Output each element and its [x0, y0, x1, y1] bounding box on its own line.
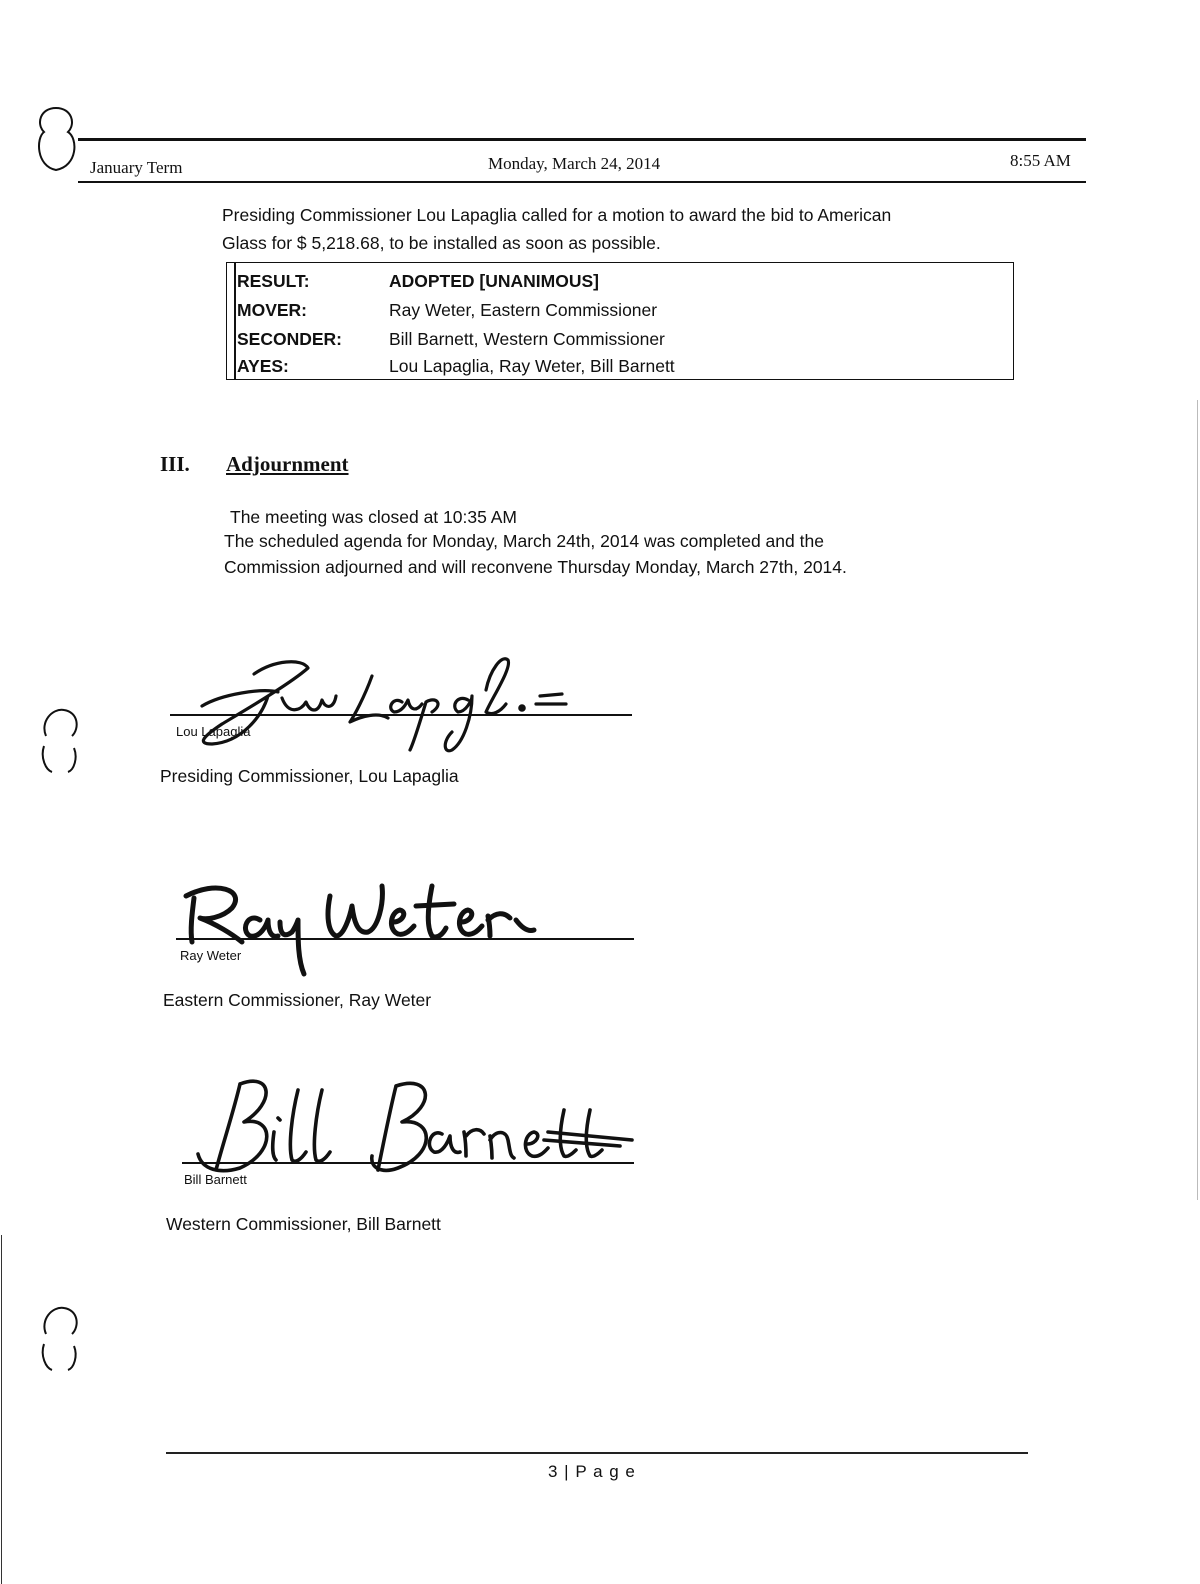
footer-page-number: 3 | P a g e — [548, 1462, 636, 1481]
vote-label-result: RESULT: — [237, 271, 310, 291]
signature-caption-1: Lou Lapaglia — [176, 724, 251, 739]
scan-edge-right — [1197, 400, 1198, 1200]
vote-value-seconder: Bill Barnett, Western Commissioner — [389, 329, 665, 349]
header-time: 8:55 AM — [1010, 151, 1071, 170]
punch-hole-middle — [38, 706, 82, 776]
section-number: III. — [160, 452, 190, 476]
header-rule-bottom — [78, 181, 1086, 183]
signature-line-2 — [176, 938, 634, 940]
vote-value-mover: Ray Weter, Eastern Commissioner — [389, 300, 658, 320]
motion-paragraph — [222, 201, 1022, 257]
vote-box-inner-rule — [234, 263, 236, 379]
signature-title-3: Western Commissioner, Bill Barnett — [166, 1214, 441, 1234]
punch-hole-top — [34, 104, 78, 174]
header-date: Monday, March 24, 2014 — [488, 154, 661, 173]
header-rule-top — [78, 138, 1086, 141]
signature-title-2: Eastern Commissioner, Ray Weter — [163, 990, 432, 1010]
adjournment-line-1: The meeting was closed at 10:35 AM — [230, 507, 517, 527]
section-title: Adjournment — [226, 452, 349, 476]
vote-label-ayes: AYES: — [237, 356, 289, 376]
punch-hole-bottom — [38, 1304, 82, 1374]
signature-lou-lapaglia — [182, 646, 602, 764]
header-term: January Term — [90, 158, 183, 177]
signature-line-1 — [170, 714, 632, 716]
signature-ray-weter — [176, 856, 576, 984]
adjournment-line-3: Commission adjourned and will reconvene Thursday Monday, March 27th, 2014. — [224, 557, 847, 577]
vote-label-mover: MOVER: — [237, 300, 307, 320]
signature-bill-barnett — [180, 1070, 640, 1180]
signature-title-1: Presiding Commissioner, Lou Lapaglia — [160, 766, 459, 786]
vote-label-seconder: SECONDER: — [237, 329, 343, 349]
signature-caption-2: Ray Weter — [180, 948, 242, 963]
vote-result-box — [226, 262, 1014, 380]
signature-line-3 — [182, 1162, 634, 1164]
vote-value-result: ADOPTED [UNANIMOUS] — [389, 271, 599, 291]
motion-line-1: Presiding Commissioner Lou Lapaglia called for a motion to award the bid to American — [222, 205, 892, 225]
scan-edge-left — [1, 1235, 2, 1584]
footer-rule — [166, 1452, 1028, 1454]
adjournment-line-2: The scheduled agenda for Monday, March 24th, 2014 was completed and the — [224, 531, 824, 551]
vote-value-ayes: Lou Lapaglia, Ray Weter, Bill Barnett — [389, 356, 675, 376]
motion-line-2: Glass for $ 5,218.68, to be installed as soon as possible. — [222, 233, 661, 253]
signature-caption-3: Bill Barnett — [184, 1172, 247, 1187]
